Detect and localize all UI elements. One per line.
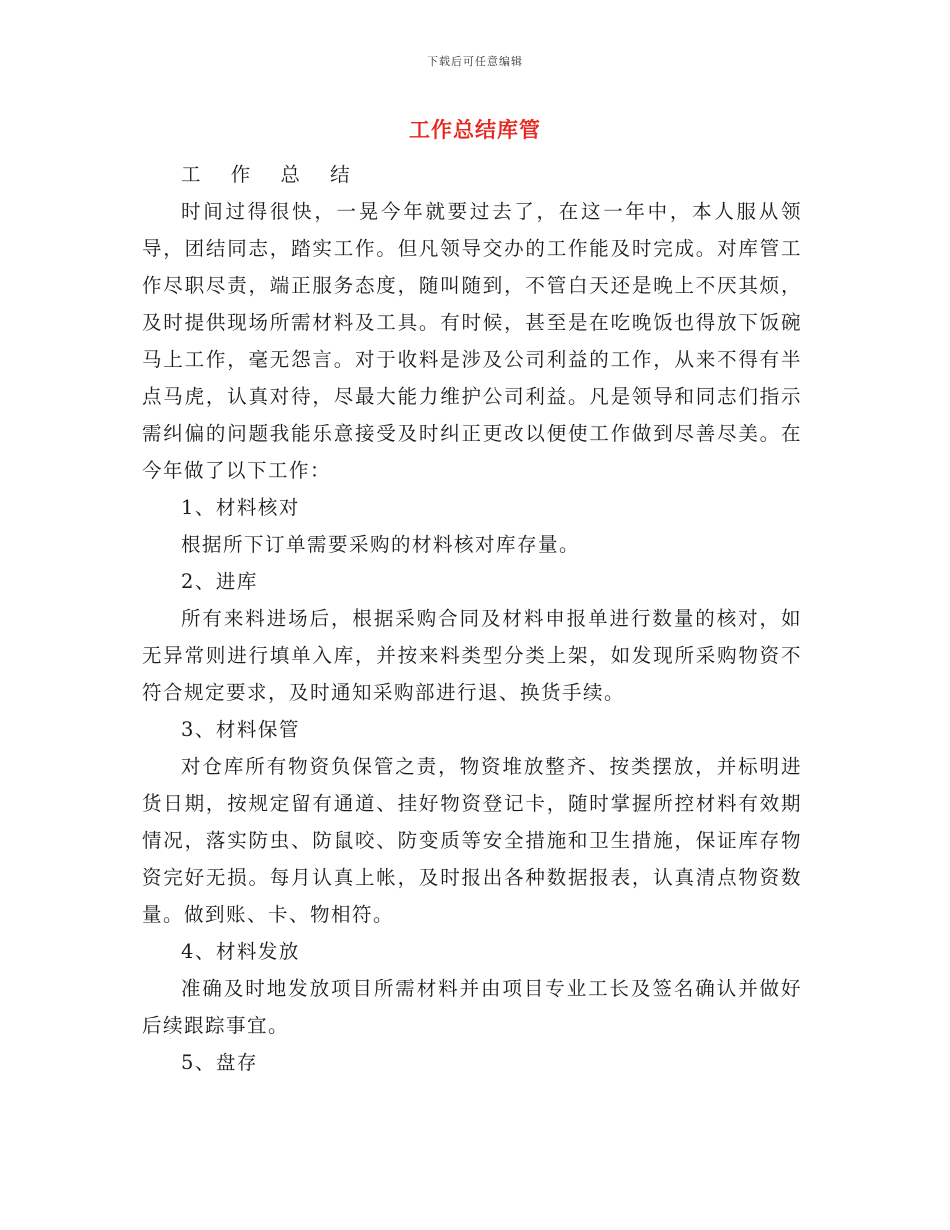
header-note: 下载后可任意编辑 [427, 55, 523, 68]
item-heading-material-check: 1、材料核对 [181, 496, 300, 519]
section-heading: 工 作 总 结 [181, 163, 362, 186]
item-paragraph-warehousing: 所有来料进场后，根据采购合同及材料申报单进行数量的核对，如无异常则进行填单入库，并按来料类型分类上架，如发现所采购物资不符合规定要求，及时通知采购部进行退、换货手续。 [142, 607, 802, 704]
document-body [142, 156, 802, 1081]
item-heading-warehousing: 2、进库 [181, 570, 258, 593]
item-paragraph-material-issue: 准确及时地发放项目所需材料并由项目专业工长及签名确认并做好后续跟踪事宜。 [142, 977, 802, 1037]
item-heading-material-storage: 3、材料保管 [181, 718, 300, 741]
document-title: 工作总结库管 [409, 118, 541, 142]
item-paragraph-material-storage: 对仓库所有物资负保管之责，物资堆放整齐、按类摆放，并标明进货日期，按规定留有通道、挂好物资登记卡，随时掌握所控材料有效期情况，落实防虫、防鼠咬、防变质等安全措施和卫生措施，保证库存物资完好无损。每月认真上帐，及时报出各种数据报表，认真清点物资数量。做到账、卡、物相符。 [142, 755, 802, 926]
item-heading-material-issue: 4、材料发放 [181, 940, 300, 963]
item-paragraph-material-check: 根据所下订单需要采购的材料核对库存量。 [181, 533, 581, 556]
intro-paragraph: 时间过得很快，一晃今年就要过去了，在这一年中，本人服从领导，团结同志，踏实工作。但凡领导交办的工作能及时完成。对库管工作尽职尽责，端正服务态度，随叫随到，不管白天还是晚上不厌其烦，及时提供现场所需材料及工具。有时候，甚至是在吃晚饭也得放下饭碗马上工作，毫无怨言。对于收料是涉及公司利益的工作，从来不得有半点马虎，认真对待，尽最大能力维护公司利益。凡是领导和同志们指示需纠偏的问题我能乐意接受及时纠正更改以便使工作做到尽善尽美。在今年做了以下工作： [142, 200, 802, 482]
item-heading-inventory: 5、盘存 [181, 1051, 258, 1074]
